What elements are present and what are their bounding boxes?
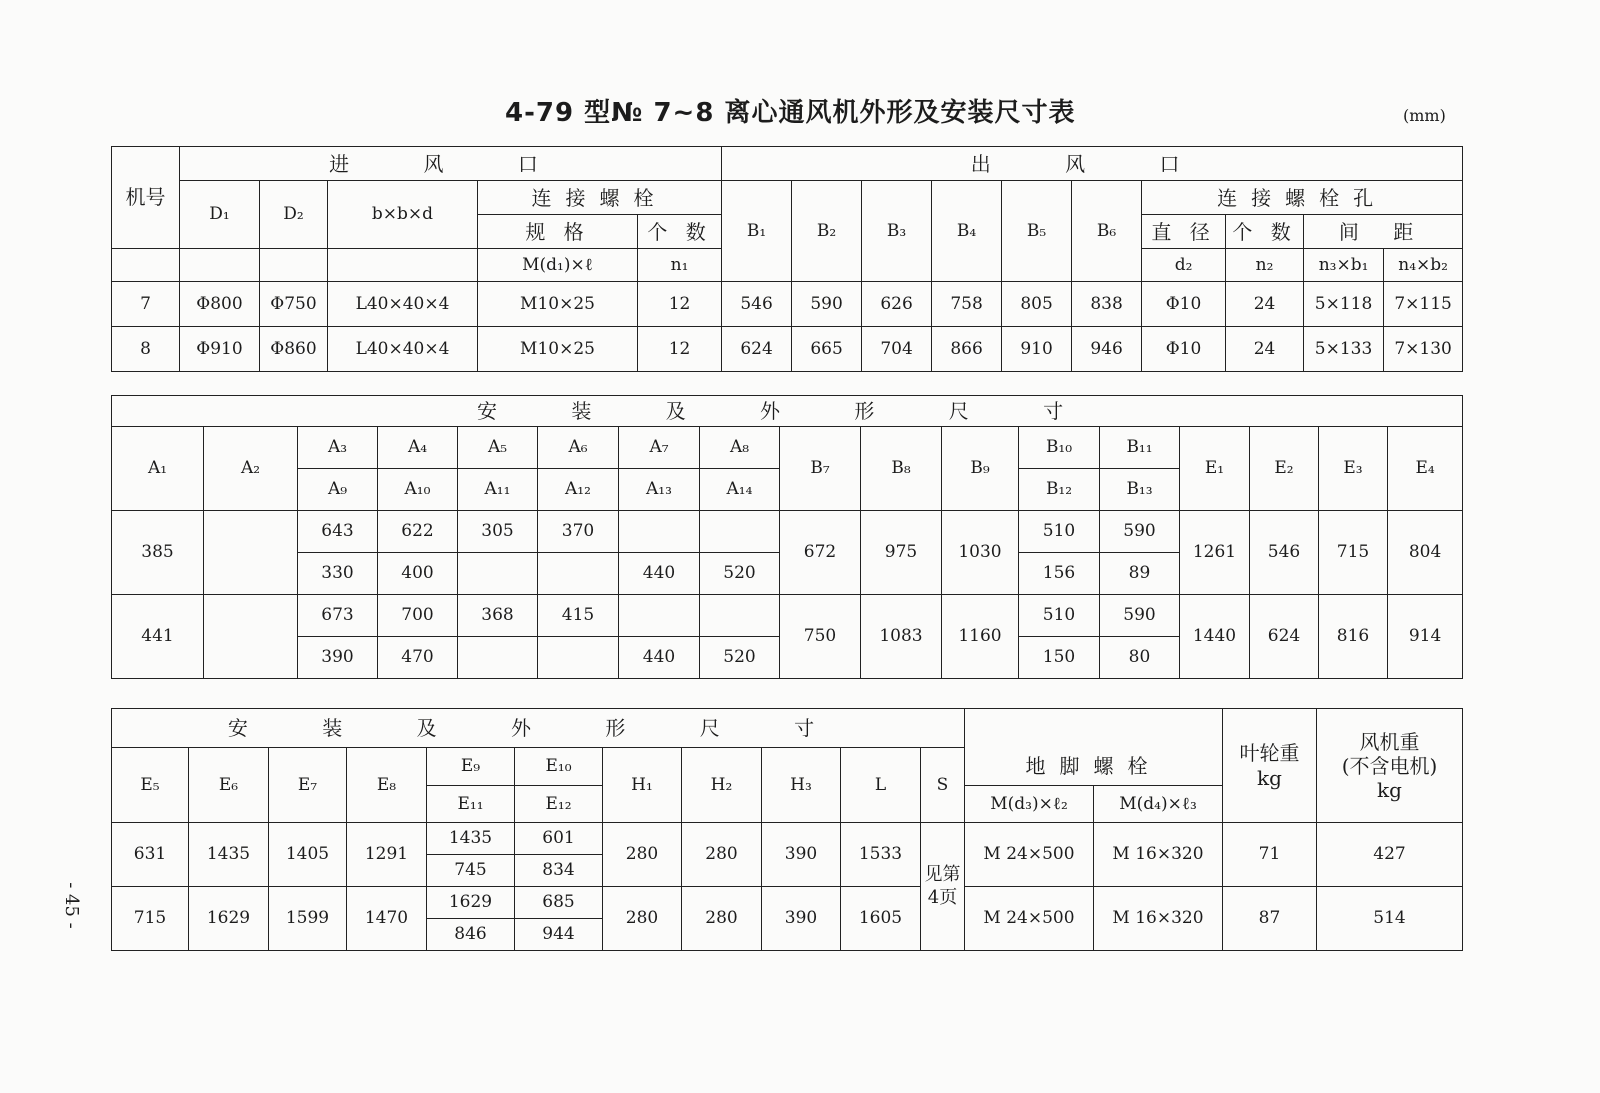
header-E2: E₂ xyxy=(1250,427,1319,511)
fan-weight-line3: kg xyxy=(1377,777,1402,802)
header-A1: A₁ xyxy=(112,427,204,511)
cell-A6: 415 xyxy=(538,595,619,637)
cell-A11 xyxy=(458,637,538,679)
cell-B13: 80 xyxy=(1100,637,1180,679)
cell-bbd: L40×40×4 xyxy=(328,282,478,327)
header-empty xyxy=(328,249,478,282)
cell-E4: 804 xyxy=(1388,511,1463,595)
fan-weight-line1: 风机重 xyxy=(1359,729,1420,754)
cell-A2 xyxy=(204,595,298,679)
header-n3b1: n₃×b₁ xyxy=(1304,249,1384,282)
cell-E2: 624 xyxy=(1250,595,1319,679)
cell-A4: 622 xyxy=(378,511,458,553)
cell-A5: 368 xyxy=(458,595,538,637)
cell-E3: 816 xyxy=(1319,595,1388,679)
header-d2: d₂ xyxy=(1142,249,1226,282)
cell-impeller-weight: 87 xyxy=(1223,887,1317,951)
header-A3: A₃ xyxy=(298,427,378,469)
header-L: L xyxy=(841,748,921,823)
header-H3: H₃ xyxy=(762,748,841,823)
cell-A12 xyxy=(538,553,619,595)
header-B11: B₁₁ xyxy=(1100,427,1180,469)
cell-B9: 1030 xyxy=(942,511,1019,595)
header-count2: 个 数 xyxy=(1226,215,1304,249)
header-A7: A₇ xyxy=(619,427,700,469)
cell-fan-weight: 427 xyxy=(1317,823,1463,887)
cell-A7 xyxy=(619,511,700,553)
cell-A8 xyxy=(700,511,780,553)
cell-fan-weight: 514 xyxy=(1317,887,1463,951)
cell-no: 8 xyxy=(112,327,180,372)
cell-E11: 846 xyxy=(427,919,515,951)
header-n2: n₂ xyxy=(1226,249,1304,282)
header-empty xyxy=(260,249,328,282)
cell-A5: 305 xyxy=(458,511,538,553)
header-E6: E₆ xyxy=(189,748,269,823)
cell-E7: 1599 xyxy=(269,887,347,951)
cell-B6: 946 xyxy=(1072,327,1142,372)
cell-E6: 1629 xyxy=(189,887,269,951)
cell-H2: 280 xyxy=(682,823,762,887)
cell-E11: 745 xyxy=(427,855,515,887)
table-row xyxy=(112,327,1463,372)
header-empty xyxy=(180,249,260,282)
install-dimension-weight-table xyxy=(111,708,1463,951)
cell-A2 xyxy=(204,511,298,595)
cell-A14: 520 xyxy=(700,637,780,679)
header-D1: D₁ xyxy=(180,181,260,249)
header-E1: E₁ xyxy=(1180,427,1250,511)
cell-A14: 520 xyxy=(700,553,780,595)
cell-E10: 685 xyxy=(515,887,603,919)
header-A8: A₈ xyxy=(700,427,780,469)
table-row xyxy=(112,823,1463,855)
header-outlet: 出 风 口 xyxy=(722,147,1463,181)
header-A12: A₁₂ xyxy=(538,469,619,511)
cell-D2: Φ860 xyxy=(260,327,328,372)
cell-L: 1605 xyxy=(841,887,921,951)
header-spec-symbol: M(d₁)×ℓ xyxy=(478,249,638,282)
header-A5: A₅ xyxy=(458,427,538,469)
cell-B4: 758 xyxy=(932,282,1002,327)
cell-E7: 1405 xyxy=(269,823,347,887)
cell-B5: 805 xyxy=(1002,282,1072,327)
header-B7: B₇ xyxy=(780,427,861,511)
cell-A1: 441 xyxy=(112,595,204,679)
cell-L: 1533 xyxy=(841,823,921,887)
header-H1: H₁ xyxy=(603,748,682,823)
cell-B9: 1160 xyxy=(942,595,1019,679)
header-E9: E₉ xyxy=(427,748,515,786)
header-B1: B₁ xyxy=(722,181,792,282)
cell-B5: 910 xyxy=(1002,327,1072,372)
header-B3: B₃ xyxy=(862,181,932,282)
header-E3: E₃ xyxy=(1319,427,1388,511)
header-B2: B₂ xyxy=(792,181,862,282)
cell-E10: 601 xyxy=(515,823,603,855)
header-E7: E₇ xyxy=(269,748,347,823)
cell-A9: 330 xyxy=(298,553,378,595)
cell-E5: 715 xyxy=(112,887,189,951)
header-anchor2: M(d₄)×ℓ₃ xyxy=(1094,786,1223,823)
cell-d2: Φ10 xyxy=(1142,327,1226,372)
header-empty xyxy=(112,249,180,282)
header-B5: B₅ xyxy=(1002,181,1072,282)
cell-spec: M10×25 xyxy=(478,327,638,372)
header-E11: E₁₁ xyxy=(427,786,515,823)
page-title: 4-79 型№ 7~8 离心通风机外形及安装尺寸表 xyxy=(505,98,1076,128)
cell-no: 7 xyxy=(112,282,180,327)
header-fan-weight xyxy=(1317,709,1463,823)
cell-D1: Φ910 xyxy=(180,327,260,372)
cell-B3: 704 xyxy=(862,327,932,372)
cell-B7: 672 xyxy=(780,511,861,595)
page-number: - 45 - xyxy=(60,882,82,929)
header-B6: B₆ xyxy=(1072,181,1142,282)
cell-B1: 624 xyxy=(722,327,792,372)
cell-B7: 750 xyxy=(780,595,861,679)
cell-H3: 390 xyxy=(762,823,841,887)
header-A14: A₁₄ xyxy=(700,469,780,511)
cell-E12: 944 xyxy=(515,919,603,951)
cell-E1: 1261 xyxy=(1180,511,1250,595)
cell-A6: 370 xyxy=(538,511,619,553)
cell-H1: 280 xyxy=(603,823,682,887)
cell-A7 xyxy=(619,595,700,637)
install-dimension-table xyxy=(111,395,1463,679)
cell-B2: 665 xyxy=(792,327,862,372)
cell-B6: 838 xyxy=(1072,282,1142,327)
header-E4: E₄ xyxy=(1388,427,1463,511)
cell-H1: 280 xyxy=(603,887,682,951)
table-row xyxy=(112,887,1463,919)
cell-B13: 89 xyxy=(1100,553,1180,595)
header-E8: E₈ xyxy=(347,748,427,823)
cell-E2: 546 xyxy=(1250,511,1319,595)
cell-n3b1: 5×133 xyxy=(1304,327,1384,372)
header-A10: A₁₀ xyxy=(378,469,458,511)
cell-E6: 1435 xyxy=(189,823,269,887)
cell-E4: 914 xyxy=(1388,595,1463,679)
header-n1: n₁ xyxy=(638,249,722,282)
cell-A13: 440 xyxy=(619,637,700,679)
cell-A10: 400 xyxy=(378,553,458,595)
cell-anchor2: M 16×320 xyxy=(1094,887,1223,951)
header-count: 个 数 xyxy=(638,215,722,249)
cell-anchor1: M 24×500 xyxy=(965,823,1094,887)
cell-impeller-weight: 71 xyxy=(1223,823,1317,887)
header-impeller-weight: 叶轮重 kg xyxy=(1223,709,1317,823)
cell-A11 xyxy=(458,553,538,595)
header-B4: B₄ xyxy=(932,181,1002,282)
cell-n2: 24 xyxy=(1226,282,1304,327)
header-B10: B₁₀ xyxy=(1019,427,1100,469)
table-row xyxy=(112,595,1463,637)
cell-E9: 1435 xyxy=(427,823,515,855)
header-anchor-bolt: 地脚螺栓 xyxy=(965,748,1223,786)
cell-A4: 700 xyxy=(378,595,458,637)
unit-label: (mm) xyxy=(1403,106,1446,125)
header-A9: A₉ xyxy=(298,469,378,511)
cell-n1: 12 xyxy=(638,282,722,327)
cell-bbd: L40×40×4 xyxy=(328,327,478,372)
header-B9: B₉ xyxy=(942,427,1019,511)
section-header: 安 装 及 外 形 尺 寸 xyxy=(112,709,965,748)
cell-E1: 1440 xyxy=(1180,595,1250,679)
cell-n3b1: 5×118 xyxy=(1304,282,1384,327)
header-A4: A₄ xyxy=(378,427,458,469)
header-bbd: b×b×d xyxy=(328,181,478,249)
cell-B3: 626 xyxy=(862,282,932,327)
header-n4b2: n₄×b₂ xyxy=(1384,249,1463,282)
cell-B11: 590 xyxy=(1100,595,1180,637)
cell-B8: 975 xyxy=(861,511,942,595)
header-E5: E₅ xyxy=(112,748,189,823)
cell-H3: 390 xyxy=(762,887,841,951)
cell-B8: 1083 xyxy=(861,595,942,679)
cell-S-note: 见第4页 xyxy=(921,823,965,951)
cell-anchor1: M 24×500 xyxy=(965,887,1094,951)
cell-B4: 866 xyxy=(932,327,1002,372)
header-bolt-hole: 连接螺栓孔 xyxy=(1142,181,1463,215)
cell-B2: 590 xyxy=(792,282,862,327)
header-E12: E₁₂ xyxy=(515,786,603,823)
cell-E5: 631 xyxy=(112,823,189,887)
cell-d2: Φ10 xyxy=(1142,282,1226,327)
cell-A1: 385 xyxy=(112,511,204,595)
header-machine-no: 机号 xyxy=(112,147,180,249)
cell-A3: 643 xyxy=(298,511,378,553)
cell-E8: 1291 xyxy=(347,823,427,887)
section-header: 安 装 及 外 形 尺 寸 xyxy=(112,396,1463,427)
header-spec: 规 格 xyxy=(478,215,638,249)
cell-E3: 715 xyxy=(1319,511,1388,595)
cell-A8 xyxy=(700,595,780,637)
cell-n4b2: 7×130 xyxy=(1384,327,1463,372)
cell-B12: 150 xyxy=(1019,637,1100,679)
cell-B12: 156 xyxy=(1019,553,1100,595)
header-anchor1: M(d₃)×ℓ₂ xyxy=(965,786,1094,823)
inlet-outlet-table xyxy=(111,146,1463,372)
cell-n4b2: 7×115 xyxy=(1384,282,1463,327)
fan-weight-line2: (不含电机) xyxy=(1341,753,1438,778)
cell-n1: 12 xyxy=(638,327,722,372)
header-B12: B₁₂ xyxy=(1019,469,1100,511)
cell-B11: 590 xyxy=(1100,511,1180,553)
cell-A9: 390 xyxy=(298,637,378,679)
cell-A13: 440 xyxy=(619,553,700,595)
cell-anchor2: M 16×320 xyxy=(1094,823,1223,887)
header-diameter: 直 径 xyxy=(1142,215,1226,249)
cell-E12: 834 xyxy=(515,855,603,887)
header-spacing: 间 距 xyxy=(1304,215,1463,249)
header-B8: B₈ xyxy=(861,427,942,511)
header-H2: H₂ xyxy=(682,748,762,823)
header-spacer xyxy=(965,709,1223,748)
cell-H2: 280 xyxy=(682,887,762,951)
header-bolt: 连接螺栓 xyxy=(478,181,722,215)
header-B13: B₁₃ xyxy=(1100,469,1180,511)
table-row xyxy=(112,282,1463,327)
header-A6: A₆ xyxy=(538,427,619,469)
cell-A10: 470 xyxy=(378,637,458,679)
header-A13: A₁₃ xyxy=(619,469,700,511)
cell-E9: 1629 xyxy=(427,887,515,919)
cell-E8: 1470 xyxy=(347,887,427,951)
cell-B10: 510 xyxy=(1019,595,1100,637)
table-row xyxy=(112,511,1463,553)
cell-B1: 546 xyxy=(722,282,792,327)
header-inlet: 进 风 口 xyxy=(180,147,722,181)
cell-B10: 510 xyxy=(1019,511,1100,553)
cell-spec: M10×25 xyxy=(478,282,638,327)
cell-D2: Φ750 xyxy=(260,282,328,327)
cell-A3: 673 xyxy=(298,595,378,637)
cell-n2: 24 xyxy=(1226,327,1304,372)
header-A11: A₁₁ xyxy=(458,469,538,511)
cell-A12 xyxy=(538,637,619,679)
header-D2: D₂ xyxy=(260,181,328,249)
cell-D1: Φ800 xyxy=(180,282,260,327)
header-S: S xyxy=(921,748,965,823)
header-E10: E₁₀ xyxy=(515,748,603,786)
header-A2: A₂ xyxy=(204,427,298,511)
